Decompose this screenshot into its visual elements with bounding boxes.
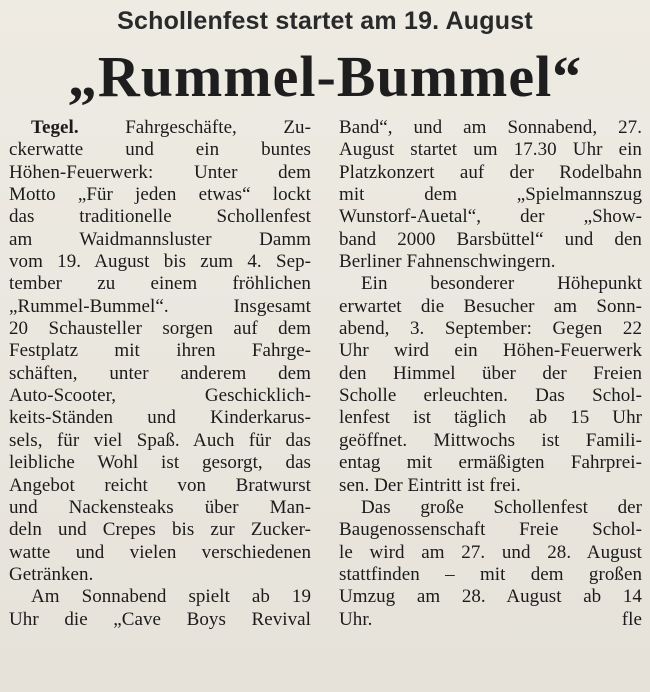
text-line-content: Scholle erleuchten. Das Schol- xyxy=(339,385,642,407)
text-line-content: deln und Crepes bis zur Zucker- xyxy=(9,519,311,541)
text-line xyxy=(339,542,642,564)
text-line xyxy=(9,117,311,139)
text-line xyxy=(9,430,311,452)
text-line-content: Wunstorf-Auetal“, der „Show- xyxy=(339,206,642,228)
text-line-content: und Nackensteaks über Man- xyxy=(9,496,311,518)
text-line xyxy=(339,519,642,541)
text-line xyxy=(9,609,311,631)
text-line xyxy=(339,273,642,295)
text-line-content: Uhr die „Cave Boys Revival xyxy=(9,608,311,630)
text-line-content: ckerwatte und ein buntes xyxy=(9,139,311,161)
text-line-content: das traditionelle Schollenfest xyxy=(9,206,311,228)
text-line xyxy=(339,206,642,228)
text-line-content: vom 19. August bis zum 4. Sep- xyxy=(9,251,311,273)
text-line-content: Motto „Für jeden etwas“ lockt xyxy=(9,184,311,206)
text-line-content: sels, für viel Spaß. Auch für das xyxy=(9,429,311,451)
text-line-content: Auto-Scooter, Geschicklich- xyxy=(9,385,311,407)
text-line xyxy=(9,475,311,497)
text-line-content: stattfinden – mit dem großen xyxy=(339,563,642,585)
text-line xyxy=(339,296,642,318)
text-line-content: entag mit ermäßigten Fahrprei- xyxy=(339,452,642,474)
text-line xyxy=(9,542,311,564)
text-line-content: Getränken. xyxy=(9,563,94,585)
text-line-content: keits-Ständen und Kinderkarus- xyxy=(9,407,311,429)
text-line xyxy=(339,117,642,139)
text-line xyxy=(339,229,642,251)
headline: „Rummel-Bummel“ xyxy=(67,44,583,109)
text-line xyxy=(339,564,642,586)
text-line-content: tember zu einem fröhlichen xyxy=(9,273,311,295)
text-line xyxy=(9,184,311,206)
text-line xyxy=(339,475,642,497)
text-line xyxy=(9,519,311,541)
text-line-content: geöffnet. Mittwochs ist Famili- xyxy=(339,429,642,451)
text-line xyxy=(9,340,311,362)
text-line xyxy=(9,251,311,273)
text-line-content: den Himmel über der Freien xyxy=(339,362,642,384)
text-line-content: Festplatz mit ihren Fahrge- xyxy=(9,340,311,362)
text-line xyxy=(9,273,311,295)
text-line-content: schäften, unter anderem dem xyxy=(9,362,311,384)
text-line-content: leibliche Wohl ist gesorgt, das xyxy=(9,452,311,474)
text-line xyxy=(339,407,642,429)
text-line-content: Baugenossenschaft Freie Schol- xyxy=(339,519,642,541)
text-line xyxy=(339,430,642,452)
text-line xyxy=(339,363,642,385)
text-line xyxy=(339,184,642,206)
text-line-content: watte und vielen verschiedenen xyxy=(9,541,311,563)
text-line xyxy=(9,363,311,385)
text-line-content: Umzug am 28. August ab 14 xyxy=(339,586,642,608)
text-line xyxy=(339,586,642,608)
text-line-content: lenfest ist täglich ab 15 Uhr xyxy=(339,407,642,429)
text-line xyxy=(339,385,642,407)
text-line xyxy=(339,251,642,273)
text-line xyxy=(9,206,311,228)
text-line xyxy=(339,497,642,519)
text-line-content: 20 Schausteller sorgen auf dem xyxy=(9,318,311,340)
subheadline: Schollenfest startet am 19. August xyxy=(117,7,533,35)
text-line xyxy=(9,318,311,340)
text-line xyxy=(339,609,642,631)
text-line-content: Uhr. xyxy=(339,608,373,630)
text-line-content: le wird am 27. und 28. August xyxy=(339,541,642,563)
text-line-content: August startet um 17.30 Uhr ein xyxy=(339,139,642,161)
text-line xyxy=(9,497,311,519)
text-line-content: Berliner Fahnenschwingern. xyxy=(339,251,556,273)
text-line-content: Am Sonnabend spielt ab 19 xyxy=(31,586,311,608)
text-line-content: am Waidmannsluster Damm xyxy=(9,228,311,250)
text-line-content: „Rummel-Bummel“. Insgesamt xyxy=(9,295,311,317)
text-line xyxy=(339,452,642,474)
text-line xyxy=(9,162,311,184)
text-line-content: Platzkonzert auf der Rodelbahn xyxy=(339,161,642,183)
text-line xyxy=(339,162,642,184)
text-line-content: Höhen-Feuerwerk: Unter dem xyxy=(9,161,311,183)
text-line-content: Uhr wird ein Höhen-Feuerwerk xyxy=(339,340,642,362)
dateline-place: Tegel. xyxy=(31,117,79,138)
text-line-content: band 2000 Barsbüttel“ und den xyxy=(339,228,642,250)
text-line xyxy=(9,407,311,429)
text-line-content: Ein besonderer Höhepunkt xyxy=(361,273,642,295)
text-line-content: Fahrgeschäfte, Zu- xyxy=(125,117,311,138)
article-column-right xyxy=(339,117,642,631)
text-line-content: Das große Schollenfest der xyxy=(361,496,642,518)
text-line xyxy=(9,452,311,474)
text-line xyxy=(9,586,311,608)
text-line-content: Band“, und am Sonnabend, 27. xyxy=(339,117,642,138)
text-line-content: sen. Der Eintritt ist frei. xyxy=(339,474,521,496)
text-line xyxy=(339,318,642,340)
text-line-content: erwartet die Besucher am Sonn- xyxy=(339,295,642,317)
text-line xyxy=(9,229,311,251)
text-line xyxy=(9,296,311,318)
text-line xyxy=(9,139,311,161)
text-line xyxy=(9,385,311,407)
text-line-content: abend, 3. September: Gegen 22 xyxy=(339,318,642,340)
text-line-content: mit dem „Spielmannszug xyxy=(339,184,642,206)
text-line xyxy=(9,564,311,586)
article-column-left xyxy=(9,117,311,631)
author-signature: fle xyxy=(621,608,642,630)
text-line xyxy=(339,139,642,161)
text-line xyxy=(339,340,642,362)
text-line-content: Angebot reicht von Bratwurst xyxy=(9,474,311,496)
